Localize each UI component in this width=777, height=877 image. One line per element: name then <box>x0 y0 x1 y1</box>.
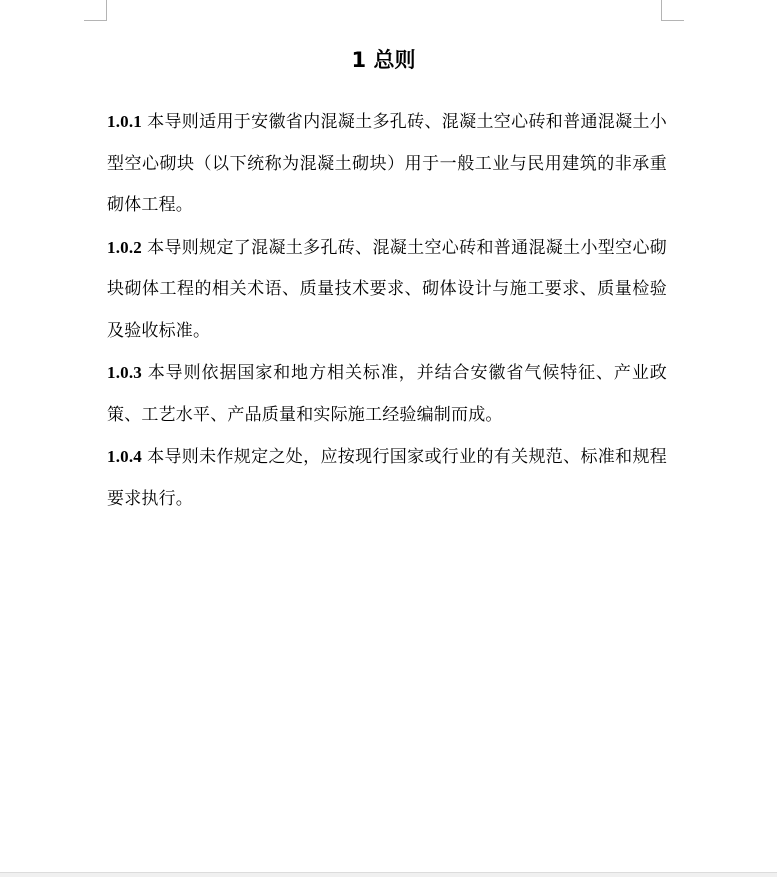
page-bottom-edge <box>0 872 777 877</box>
clause-number: 1.0.4 <box>107 447 142 466</box>
clause-text: 本导则规定了混凝土多孔砖、混凝土空心砖和普通混凝土小型空心砌块砌体工程的相关术语、质量技术要求、砌体设计与施工要求、质量检验及验收标准。 <box>107 237 667 341</box>
margin-corner-mark-left <box>84 0 107 21</box>
clause-1-0-1 <box>107 101 667 227</box>
clause-text: 本导则适用于安徽省内混凝土多孔砖、混凝土空心砖和普通混凝土小型空心砌块（以下统称为混凝土砌块）用于一般工业与民用建筑的非承重砌体工程。 <box>107 112 667 215</box>
clause-text: 本导则依据国家和地方相关标准，并结合安徽省气候特征、产业政策、工艺水平、产品质量和实际施工经验编制而成。 <box>107 363 667 425</box>
clause-list <box>107 101 667 520</box>
clause-1-0-4 <box>107 436 667 520</box>
clause-1-0-3 <box>107 352 667 436</box>
margin-corner-mark-right <box>661 0 684 21</box>
clause-number: 1.0.2 <box>107 237 142 257</box>
clause-text: 本导则未作规定之处，应按现行国家或行业的有关规范、标准和规程要求执行。 <box>107 447 667 509</box>
clause-number: 1.0.1 <box>107 112 142 131</box>
clause-number: 1.0.3 <box>107 363 142 382</box>
section-title: 1 总则 <box>351 48 416 72</box>
clause-1-0-2 <box>107 227 667 353</box>
